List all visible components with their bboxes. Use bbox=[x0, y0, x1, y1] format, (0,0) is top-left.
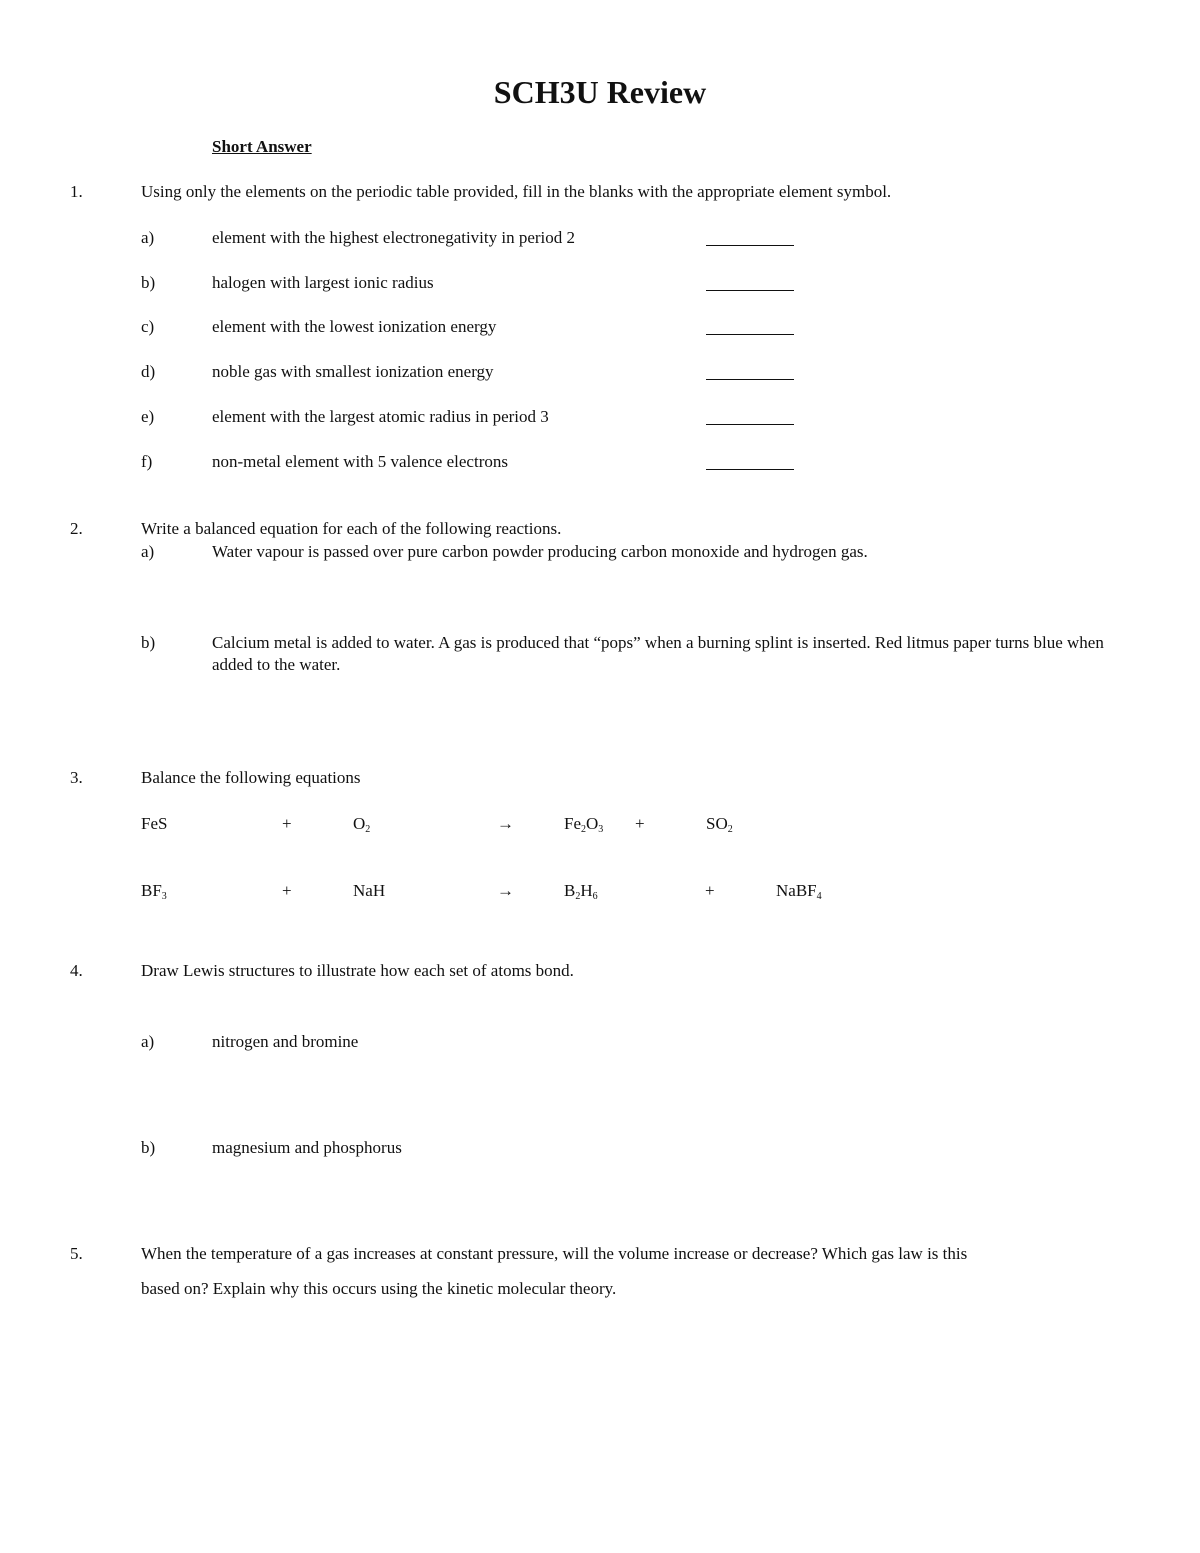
answer-blank[interactable] bbox=[706, 379, 794, 380]
product: $Fe_2O_3$ bbox=[564, 814, 604, 835]
arrow-icon: → bbox=[497, 881, 514, 900]
question-text: Using only the elements on the periodic table provided, fill in the blanks with the appropriate element symbol. bbox=[141, 182, 892, 201]
item-label: b) bbox=[141, 273, 156, 292]
item-text: element with the lowest ionization energy bbox=[212, 317, 497, 336]
question-number: 2. bbox=[70, 519, 83, 538]
question-text: based on? Explain why this occurs using the kinetic molecular theory. bbox=[141, 1279, 617, 1298]
arrow-icon: → bbox=[497, 814, 514, 833]
item-label: a) bbox=[141, 1032, 155, 1051]
question-number: 1. bbox=[70, 182, 83, 201]
item-text: noble gas with smallest ionization energy bbox=[212, 362, 494, 381]
reactant: FeS bbox=[141, 814, 168, 833]
item-text: nitrogen and bromine bbox=[212, 1032, 359, 1051]
plus-sign: + bbox=[282, 881, 292, 900]
product: $SO_2$ bbox=[706, 814, 733, 835]
item-label: a) bbox=[141, 228, 155, 247]
question-text: Write a balanced equation for each of the following reactions. bbox=[141, 519, 562, 538]
answer-blank[interactable] bbox=[706, 245, 794, 246]
question-number: 5. bbox=[70, 1244, 83, 1263]
reactant: $BF_3$ bbox=[141, 881, 167, 902]
question-number: 4. bbox=[70, 961, 83, 980]
reactant: $O_2$ bbox=[353, 814, 371, 835]
item-label: e) bbox=[141, 407, 155, 426]
item-text: Calcium metal is added to water. A gas is produced that “pops” when a burning splint is inserted. Red litmus paper turns blue when added to the water. bbox=[212, 633, 1104, 674]
answer-blank[interactable] bbox=[706, 334, 794, 335]
item-label: a) bbox=[141, 542, 155, 561]
item-text: Water vapour is passed over pure carbon powder producing carbon monoxide and hydrogen gas. bbox=[212, 542, 868, 561]
question-text: When the temperature of a gas increases at constant pressure, will the volume increase or decrease? Which gas law is this bbox=[141, 1244, 968, 1263]
item-text: halogen with largest ionic radius bbox=[212, 273, 434, 292]
question-number: 3. bbox=[70, 768, 83, 787]
item-text: element with the largest atomic radius in period 3 bbox=[212, 407, 549, 426]
item-label: d) bbox=[141, 362, 156, 381]
item-text: element with the highest electronegativity in period 2 bbox=[212, 228, 576, 247]
plus-sign: + bbox=[282, 814, 292, 833]
section-heading: Short Answer bbox=[212, 137, 312, 156]
answer-blank[interactable] bbox=[706, 290, 794, 291]
item-text: non-metal element with 5 valence electrons bbox=[212, 452, 508, 471]
plus-sign: + bbox=[635, 814, 645, 833]
product: $B_2H_6$ bbox=[564, 881, 598, 902]
item-label: f) bbox=[141, 452, 153, 471]
item-label: c) bbox=[141, 317, 155, 336]
reactant: NaH bbox=[353, 881, 386, 900]
item-label: b) bbox=[141, 633, 156, 652]
item-text: magnesium and phosphorus bbox=[212, 1138, 402, 1157]
plus-sign: + bbox=[705, 881, 715, 900]
item-label: b) bbox=[141, 1138, 156, 1157]
answer-blank[interactable] bbox=[706, 424, 794, 425]
answer-blank[interactable] bbox=[706, 469, 794, 470]
product: NaBF$_4$ bbox=[776, 881, 822, 902]
question-text: Balance the following equations bbox=[141, 768, 361, 787]
page-title: SCH3U Review bbox=[493, 74, 707, 110]
question-text: Draw Lewis structures to illustrate how each set of atoms bond. bbox=[141, 961, 574, 980]
